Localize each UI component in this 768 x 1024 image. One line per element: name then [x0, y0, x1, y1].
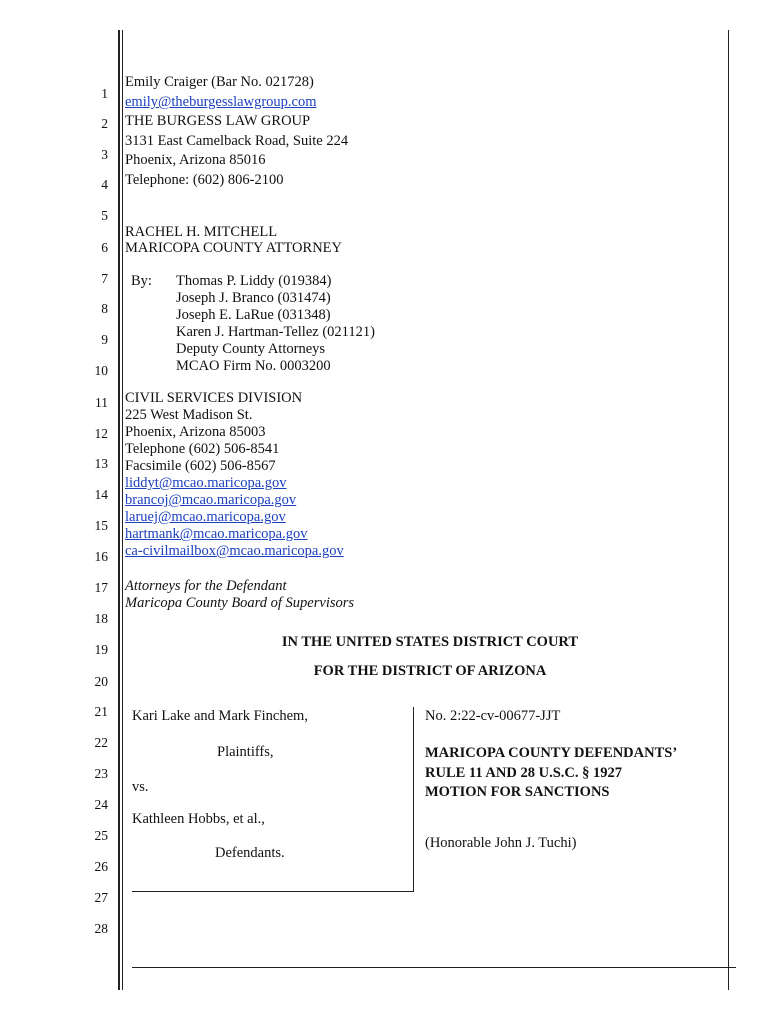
email-link[interactable]: hartmank@mcao.maricopa.gov — [125, 526, 308, 542]
line-number: 26 — [94, 859, 108, 874]
division-phone: Telephone (602) 506-8541 — [125, 441, 280, 457]
line-number: 11 — [95, 395, 108, 410]
plaintiffs-label: Plaintiffs, — [217, 744, 274, 760]
division-name: CIVIL SERVICES DIVISION — [125, 390, 303, 406]
versus-label: vs. — [132, 779, 149, 795]
footer-rule — [132, 967, 736, 968]
right-margin-rule — [728, 30, 729, 990]
line-number: 4 — [101, 177, 108, 192]
county-attorney-title: MARICOPA COUNTY ATTORNEY — [125, 240, 342, 256]
line-number: 17 — [94, 580, 108, 595]
line-number: 23 — [94, 766, 108, 781]
caption-divider-vertical — [413, 707, 414, 891]
division-fax: Facsimile (602) 506-8567 — [125, 458, 276, 474]
attorney-name: Karen J. Hartman-Tellez (021121) — [176, 324, 375, 340]
attorney-name: Joseph E. LaRue (031348) — [176, 307, 331, 323]
counsel-email-link[interactable]: emily@theburgesslawgroup.com — [125, 94, 317, 110]
line-number: 16 — [94, 549, 108, 564]
line-number: 24 — [94, 797, 108, 812]
attorneys-for-line2: Maricopa County Board of Supervisors — [125, 595, 355, 611]
line-number: 15 — [94, 518, 108, 533]
line-number: 21 — [94, 704, 108, 719]
line-number: 8 — [101, 301, 108, 316]
line-number: 5 — [101, 208, 108, 223]
motion-title-line: MOTION FOR SANCTIONS — [425, 784, 610, 800]
line-number: 3 — [101, 147, 108, 162]
motion-title-line: RULE 11 AND 28 U.S.C. § 1927 — [425, 765, 622, 781]
county-attorney-name: RACHEL H. MITCHELL — [125, 224, 278, 240]
line-number: 27 — [94, 890, 108, 905]
counsel-phone: Telephone: (602) 806-2100 — [125, 172, 284, 188]
defendants-label: Defendants. — [215, 845, 285, 861]
line-number: 14 — [94, 487, 108, 502]
motion-title-line: MARICOPA COUNTY DEFENDANTS’ — [425, 745, 678, 761]
counsel-name: Emily Craiger (Bar No. 021728) — [125, 74, 314, 90]
email-link[interactable]: laruej@mcao.maricopa.gov — [125, 509, 286, 525]
attorneys-for-line1: Attorneys for the Defendant — [125, 578, 287, 594]
email-link[interactable]: liddyt@mcao.maricopa.gov — [125, 475, 287, 491]
division-city: Phoenix, Arizona 85003 — [125, 424, 266, 440]
line-number: 18 — [94, 611, 108, 626]
plaintiffs-names: Kari Lake and Mark Finchem, — [132, 708, 308, 724]
attorney-name: Thomas P. Liddy (019384) — [176, 273, 332, 289]
line-number: 9 — [101, 332, 108, 347]
attorney-name: Joseph J. Branco (031474) — [176, 290, 331, 306]
line-number: 22 — [94, 735, 108, 750]
caption-divider-horizontal — [132, 891, 414, 892]
judge-name: (Honorable John J. Tuchi) — [425, 835, 577, 851]
left-margin-rule-thin — [122, 30, 123, 990]
line-number: 25 — [94, 828, 108, 843]
court-name: IN THE UNITED STATES DISTRICT COURT — [281, 634, 579, 650]
email-link[interactable]: ca-civilmailbox@mcao.maricopa.gov — [125, 543, 344, 559]
division-street: 225 West Madison St. — [125, 407, 253, 423]
line-number: 20 — [94, 674, 108, 689]
counsel-address-city: Phoenix, Arizona 85016 — [125, 152, 266, 168]
court-district: FOR THE DISTRICT OF ARIZONA — [313, 663, 547, 679]
line-number: 6 — [101, 240, 108, 255]
line-number: 10 — [94, 363, 108, 378]
attorney-title: Deputy County Attorneys — [176, 341, 326, 357]
defendants-names: Kathleen Hobbs, et al., — [132, 811, 265, 827]
line-number: 2 — [101, 116, 108, 131]
line-number: 1 — [101, 86, 108, 101]
line-number: 28 — [94, 921, 108, 936]
email-link[interactable]: brancoj@mcao.maricopa.gov — [125, 492, 297, 508]
counsel-address-street: 3131 East Camelback Road, Suite 224 — [125, 133, 349, 149]
line-number: 12 — [94, 426, 108, 441]
case-number: No. 2:22-cv-00677-JJT — [425, 708, 561, 724]
left-margin-rule-thick — [118, 30, 120, 990]
line-number: 13 — [94, 456, 108, 471]
firm-number: MCAO Firm No. 0003200 — [176, 358, 331, 374]
by-label: By: — [131, 273, 152, 289]
line-number: 19 — [94, 642, 108, 657]
counsel-firm: THE BURGESS LAW GROUP — [125, 113, 311, 129]
line-number: 7 — [101, 271, 108, 286]
